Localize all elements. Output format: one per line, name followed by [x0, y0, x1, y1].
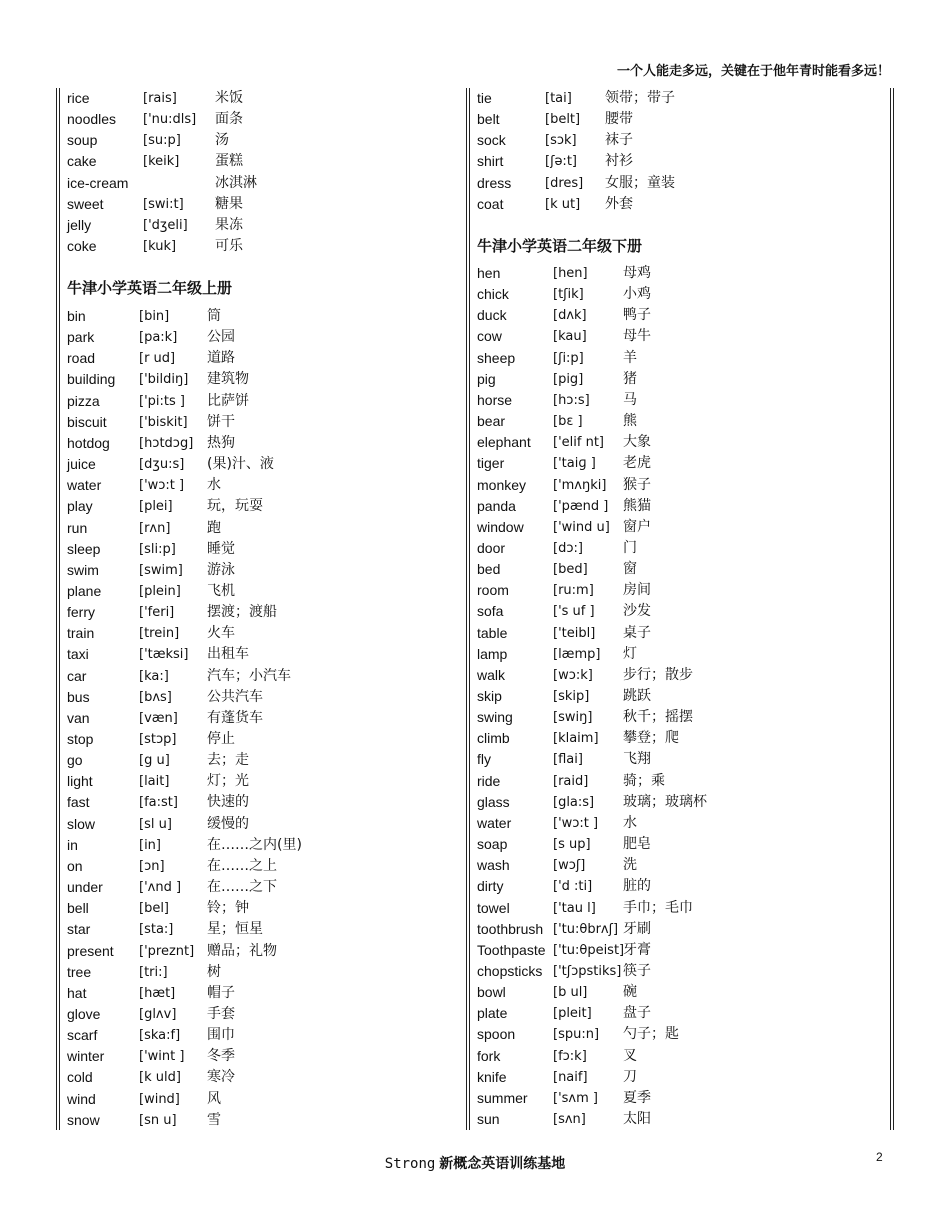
vocab-phonetic: [sn u]: [139, 1113, 177, 1128]
vocab-english: summer: [477, 1090, 528, 1106]
vocab-english: hat: [67, 985, 87, 1001]
vocab-phonetic: [flai]: [553, 752, 583, 767]
vocab-chinese: 手巾；毛巾: [623, 900, 693, 916]
vocab-phonetic: [stɔp]: [139, 732, 177, 747]
vocab-english: climb: [477, 730, 510, 746]
vocab-phonetic: [skip]: [553, 689, 590, 704]
vocab-phonetic: ['bildiŋ]: [139, 372, 189, 387]
vocab-english: light: [67, 773, 93, 789]
vocab-phonetic: [lait]: [139, 774, 170, 789]
vocab-chinese: 在……之内(里): [207, 837, 302, 853]
vocab-phonetic: ['tau l]: [553, 901, 596, 916]
vocab-english: cow: [477, 328, 502, 344]
vocab-chinese: 桌子: [623, 625, 651, 641]
vocab-english: under: [67, 879, 103, 895]
vocab-chinese: 快速的: [207, 794, 249, 810]
vocab-phonetic: [læmp]: [553, 647, 601, 662]
vocab-english: knife: [477, 1069, 507, 1085]
vocab-phonetic: [ɔn]: [139, 859, 165, 874]
vocab-phonetic: [fa:st]: [139, 795, 178, 810]
vocab-phonetic: [plein]: [139, 584, 181, 599]
vocab-phonetic: [klaim]: [553, 731, 599, 746]
vocab-english: run: [67, 520, 88, 536]
vocab-phonetic: [rais]: [143, 91, 177, 106]
vocab-english: horse: [477, 392, 513, 408]
header-motto: 一个人能走多远，关键在于他年青时能看多远！: [616, 63, 890, 78]
vocab-phonetic: ['wɔ:t ]: [553, 816, 599, 831]
vocab-chinese: 可乐: [215, 238, 243, 254]
vocab-phonetic: [spu:n]: [553, 1027, 600, 1042]
vocab-phonetic: ['ʌnd ]: [139, 880, 182, 895]
vocab-english: table: [477, 625, 508, 641]
vocab-chinese: 手套: [207, 1006, 235, 1022]
vocab-chinese: 冰淇淋: [215, 175, 257, 191]
vocab-phonetic: [hɔtdɔg]: [139, 436, 194, 451]
vocab-chinese: 碗: [623, 984, 637, 1000]
vocab-phonetic: [swiŋ]: [553, 710, 593, 725]
vocab-english: cold: [67, 1069, 93, 1085]
vocab-chinese: 洗: [623, 857, 637, 873]
vocab-phonetic: [pa:k]: [139, 330, 178, 345]
vocab-english: sofa: [477, 603, 504, 619]
vocab-phonetic: [kuk]: [143, 239, 177, 254]
vocab-english: hen: [477, 265, 501, 281]
vocab-chinese: 小鸡: [623, 286, 651, 302]
vocab-phonetic: ['wint ]: [139, 1049, 185, 1064]
vocab-phonetic: [hɔ:s]: [553, 393, 590, 408]
vocab-english: Toothpaste: [477, 942, 546, 958]
vocab-english: shirt: [477, 153, 504, 169]
vocab-english: water: [477, 815, 512, 831]
vocab-english: scarf: [67, 1027, 98, 1043]
vocab-chinese: 猪: [623, 371, 637, 387]
vocab-chinese: 母牛: [623, 328, 651, 344]
vocab-phonetic: [wind]: [139, 1092, 180, 1107]
vocab-english: winter: [67, 1048, 105, 1064]
vocab-english: wash: [477, 857, 510, 873]
vocab-chinese: 盘子: [623, 1005, 651, 1021]
vocab-phonetic: ['dʒeli]: [143, 218, 188, 233]
vocab-english: jelly: [67, 217, 92, 233]
vocab-chinese: 秋千；摇摆: [623, 709, 693, 725]
vocab-chinese: 在……之上: [207, 858, 277, 874]
vocab-chinese: 勺子；匙: [623, 1026, 679, 1042]
vocab-phonetic: [g u]: [139, 753, 170, 768]
vocab-chinese: 门: [623, 540, 637, 556]
vocab-phonetic: [sʌn]: [553, 1112, 586, 1127]
vocab-english: juice: [67, 456, 96, 472]
vocab-chinese: 有蓬货车: [207, 710, 263, 726]
vocab-phonetic: [swi:t]: [143, 197, 184, 212]
vocab-chinese: 面条: [215, 111, 243, 127]
vocab-english: road: [67, 350, 96, 366]
vocab-chinese: 骑；乘: [623, 773, 665, 789]
vocab-chinese: 比萨饼: [207, 393, 249, 409]
vocab-english: present: [67, 943, 114, 959]
vocab-phonetic: [dres]: [545, 176, 584, 191]
vocab-phonetic: [s up]: [553, 837, 591, 852]
vocab-chinese: 饼干: [207, 414, 235, 430]
vocab-english: dirty: [477, 878, 504, 894]
vocab-chinese: 风: [207, 1091, 221, 1107]
vocab-english: water: [67, 477, 102, 493]
vocab-chinese: 窗户: [623, 519, 651, 535]
vocab-chinese: 树: [207, 964, 221, 980]
vocab-chinese: 肥皂: [623, 836, 651, 852]
vocab-chinese: 熊猫: [623, 498, 651, 514]
vocab-english: soup: [67, 132, 98, 148]
vocab-chinese: 公园: [207, 329, 235, 345]
vocab-phonetic: [r ud]: [139, 351, 176, 366]
vocab-chinese: 袜子: [605, 132, 633, 148]
vocab-phonetic: ['mʌŋki]: [553, 478, 607, 493]
vocab-phonetic: [swim]: [139, 563, 183, 578]
vocab-phonetic: [ru:m]: [553, 583, 594, 598]
vocab-phonetic: ['preznt]: [139, 944, 195, 959]
vocab-english: ferry: [67, 604, 95, 620]
vocab-english: tie: [477, 90, 492, 106]
vocab-english: soap: [477, 836, 508, 852]
vocab-english: ice-cream: [67, 175, 129, 191]
vocab-chinese: 飞翔: [623, 751, 651, 767]
vocab-phonetic: [ʃə:t]: [545, 154, 577, 169]
vocab-chinese: 铃；钟: [207, 900, 249, 916]
vocab-english: coke: [67, 238, 97, 254]
vocab-chinese: 道路: [207, 350, 235, 366]
vocab-english: bus: [67, 689, 90, 705]
vocab-chinese: 公共汽车: [207, 689, 263, 705]
vocab-phonetic: [glʌv]: [139, 1007, 177, 1022]
vocab-phonetic: [hen]: [553, 266, 588, 281]
vocab-phonetic: ['feri]: [139, 605, 175, 620]
vocab-phonetic: [ka:]: [139, 669, 169, 684]
vocab-phonetic: [bin]: [139, 309, 170, 324]
vocab-english: ride: [477, 773, 501, 789]
vocab-english: bear: [477, 413, 506, 429]
vocab-chinese: 水: [623, 815, 637, 831]
vocab-phonetic: [k ut]: [545, 197, 581, 212]
vocab-chinese: 脏的: [623, 878, 651, 894]
vocab-phonetic: [ska:f]: [139, 1028, 181, 1043]
vocab-phonetic: ['teibl]: [553, 626, 596, 641]
vocab-phonetic: ['d :ti]: [553, 879, 593, 894]
vocab-phonetic: [tʃik]: [553, 287, 584, 302]
vocab-chinese: 玩，玩耍: [207, 498, 263, 514]
vocab-chinese: 星；恒星: [207, 921, 263, 937]
vocab-chinese: 外套: [605, 196, 633, 212]
vocab-english: car: [67, 668, 87, 684]
footer-brand-cn: 新概念英语训练基地: [439, 1156, 566, 1172]
vocab-phonetic: ['biskit]: [139, 415, 188, 430]
vocab-english: walk: [477, 667, 506, 683]
vocab-chinese: 大象: [623, 434, 651, 450]
vocab-english: fork: [477, 1048, 501, 1064]
vocab-english: chopsticks: [477, 963, 543, 979]
vocab-english: star: [67, 921, 91, 937]
vocab-chinese: 叉: [623, 1048, 637, 1064]
vocab-chinese: 围巾: [207, 1027, 235, 1043]
page-number: 2: [876, 1150, 883, 1164]
vocab-chinese: 汽车；小汽车: [207, 668, 291, 684]
vocab-chinese: 老虎: [623, 455, 651, 471]
vocab-phonetic: [keik]: [143, 154, 180, 169]
vocab-phonetic: [dʒu:s]: [139, 457, 185, 472]
vocab-chinese: 去；走: [207, 752, 249, 768]
vocab-english: pizza: [67, 393, 100, 409]
vocab-chinese: 跑: [207, 520, 221, 536]
vocab-english: sock: [477, 132, 506, 148]
vocab-phonetic: [bed]: [553, 562, 588, 577]
vocab-english: dress: [477, 175, 512, 191]
vocab-chinese: 夏季: [623, 1090, 651, 1106]
vocab-chinese: 停止: [207, 731, 235, 747]
section-title: 牛津小学英语二年级上册: [67, 279, 233, 297]
vocab-english: towel: [477, 900, 510, 916]
vocab-english: bed: [477, 561, 501, 577]
vocab-chinese: 米饭: [215, 90, 243, 106]
vocab-phonetic: [plei]: [139, 499, 173, 514]
vocab-english: spoon: [477, 1026, 516, 1042]
vocab-chinese: 汤: [215, 132, 229, 148]
vocab-phonetic: [naif]: [553, 1070, 588, 1085]
vocab-chinese: 睡觉: [207, 541, 235, 557]
vocab-english: elephant: [477, 434, 531, 450]
vocab-phonetic: [dɔ:]: [553, 541, 583, 556]
vocab-english: rice: [67, 90, 90, 106]
vocab-english: pig: [477, 371, 496, 387]
vocab-phonetic: [sl u]: [139, 817, 172, 832]
vocab-english: monkey: [477, 477, 527, 493]
vocab-chinese: 太阳: [623, 1111, 651, 1127]
vocab-phonetic: [in]: [139, 838, 161, 853]
vocab-english: sweet: [67, 196, 104, 212]
vocab-phonetic: [hæt]: [139, 986, 176, 1001]
vocab-phonetic: [kau]: [553, 329, 587, 344]
vocab-chinese: 跳跃: [623, 688, 651, 704]
vocab-phonetic: [rʌn]: [139, 521, 171, 536]
vocab-phonetic: ['tu:θbrʌʃ]: [553, 922, 619, 937]
footer-brand-latin: Strong: [384, 1156, 436, 1172]
vocab-phonetic: ['tæksi]: [139, 647, 189, 662]
vocab-english: in: [67, 837, 78, 853]
vocab-english: stop: [67, 731, 94, 747]
vocab-chinese: 刀: [623, 1069, 637, 1085]
vocab-english: panda: [477, 498, 516, 514]
vocab-english: coat: [477, 196, 504, 212]
vocab-english: skip: [477, 688, 502, 704]
vocab-english: door: [477, 540, 506, 556]
vocab-english: play: [67, 498, 93, 514]
vocab-chinese: 筷子: [623, 963, 651, 979]
vocab-english: toothbrush: [477, 921, 544, 937]
vocab-phonetic: [bʌs]: [139, 690, 172, 705]
vocab-english: hotdog: [67, 435, 110, 451]
vocab-english: lamp: [477, 646, 508, 662]
vocab-chinese: 羊: [623, 350, 637, 366]
vocab-chinese: 冬季: [207, 1048, 235, 1064]
vocab-english: tree: [67, 964, 92, 980]
vocab-chinese: 房间: [623, 582, 651, 598]
vocab-phonetic: [fɔ:k]: [553, 1049, 587, 1064]
vocab-chinese: 领带；带子: [605, 90, 675, 106]
vocab-chinese: 建筑物: [207, 371, 249, 387]
vocab-english: swing: [477, 709, 513, 725]
vocab-chinese: 猴子: [623, 477, 651, 493]
vocab-phonetic: [wɔ:k]: [553, 668, 593, 683]
vocab-phonetic: ['wɔ:t ]: [139, 478, 185, 493]
vocab-english: park: [67, 329, 95, 345]
vocab-english: train: [67, 625, 95, 641]
vocab-english: bin: [67, 308, 86, 324]
vocab-english: building: [67, 371, 116, 387]
vocab-phonetic: [raid]: [553, 774, 589, 789]
vocab-chinese: 玻璃；玻璃杯: [623, 794, 707, 810]
vocab-phonetic: [ʃi:p]: [553, 351, 584, 366]
vocab-english: noodles: [67, 111, 117, 127]
vocab-chinese: 摆渡；渡船: [207, 604, 277, 620]
vocab-english: taxi: [67, 646, 89, 662]
vocab-english: cake: [67, 153, 97, 169]
vocab-phonetic: ['tu:θpeist]: [553, 943, 625, 958]
vocab-english: belt: [477, 111, 500, 127]
vocab-chinese: 寒冷: [207, 1069, 235, 1085]
vocab-chinese: 果冻: [215, 217, 243, 233]
vocab-chinese: 攀登；爬: [623, 730, 679, 746]
vocab-chinese: 在……之下: [207, 879, 277, 895]
vocab-phonetic: [sta:]: [139, 922, 174, 937]
vocab-english: glass: [477, 794, 510, 810]
vocab-chinese: 筒: [207, 308, 221, 324]
vocab-english: fast: [67, 794, 90, 810]
vocab-english: chick: [477, 286, 509, 302]
vocab-english: window: [477, 519, 524, 535]
vocab-chinese: 步行；散步: [623, 667, 693, 683]
left-column: [56, 88, 468, 1130]
right-column: [466, 88, 894, 1130]
vocab-phonetic: [sli:p]: [139, 542, 176, 557]
vocab-chinese: 蛋糕: [215, 153, 243, 169]
vocab-chinese: 鸭子: [623, 307, 651, 323]
column-divider: [890, 88, 894, 1130]
vocab-english: snow: [67, 1112, 100, 1128]
vocab-chinese: 熊: [623, 413, 637, 429]
vocab-chinese: 飞机: [207, 583, 235, 599]
vocab-phonetic: [tai]: [545, 91, 572, 106]
vocab-phonetic: [bel]: [139, 901, 170, 916]
vocab-phonetic: [pleit]: [553, 1006, 592, 1021]
vocab-english: go: [67, 752, 83, 768]
vocab-phonetic: ['nu:dls]: [143, 112, 197, 127]
vocab-phonetic: ['wind u]: [553, 520, 610, 535]
vocab-chinese: 衬衫: [605, 153, 633, 169]
vocab-english: fly: [477, 751, 491, 767]
vocab-chinese: 出租车: [207, 646, 249, 662]
vocab-phonetic: [k uld]: [139, 1070, 181, 1085]
vocab-chinese: 糖果: [215, 196, 243, 212]
vocab-english: swim: [67, 562, 99, 578]
vocab-english: sleep: [67, 541, 101, 557]
vocab-chinese: 灯: [623, 646, 637, 662]
vocab-phonetic: [sɔk]: [545, 133, 577, 148]
vocab-chinese: 灯；光: [207, 773, 249, 789]
vocab-phonetic: [wɔʃ]: [553, 858, 586, 873]
vocab-chinese: 热狗: [207, 435, 235, 451]
vocab-english: tiger: [477, 455, 505, 471]
vocab-chinese: 马: [623, 392, 637, 408]
vocab-english: plane: [67, 583, 102, 599]
vocab-chinese: 火车: [207, 625, 235, 641]
vocab-english: plate: [477, 1005, 508, 1021]
vocab-chinese: 游泳: [207, 562, 235, 578]
vocab-english: bell: [67, 900, 89, 916]
vocab-phonetic: ['pænd ]: [553, 499, 609, 514]
vocab-phonetic: [tri:]: [139, 965, 168, 980]
vocab-english: wind: [67, 1091, 96, 1107]
vocab-chinese: 牙刷: [623, 921, 651, 937]
vocab-phonetic: ['sʌm ]: [553, 1091, 598, 1106]
vocab-english: glove: [67, 1006, 101, 1022]
footer: [0, 1153, 950, 1173]
vocab-english: room: [477, 582, 509, 598]
vocab-english: bowl: [477, 984, 506, 1000]
vocab-phonetic: [pig]: [553, 372, 584, 387]
vocab-chinese: 雪: [207, 1112, 221, 1128]
vocab-chinese: 帽子: [207, 985, 235, 1001]
vocab-chinese: 水: [207, 477, 221, 493]
vocab-chinese: 窗: [623, 561, 637, 577]
vocab-phonetic: ['s uf ]: [553, 604, 595, 619]
vocab-phonetic: [gla:s]: [553, 795, 595, 810]
vocab-phonetic: [trein]: [139, 626, 180, 641]
vocab-chinese: 沙发: [623, 603, 651, 619]
vocab-english: on: [67, 858, 83, 874]
vocab-chinese: 缓慢的: [207, 816, 249, 832]
vocab-english: duck: [477, 307, 507, 323]
vocab-english: van: [67, 710, 90, 726]
vocab-chinese: (果)汁、液: [207, 456, 274, 472]
section-title: 牛津小学英语二年级下册: [477, 237, 643, 255]
vocab-chinese: 女服；童装: [605, 175, 675, 191]
vocab-english: sun: [477, 1111, 500, 1127]
vocab-phonetic: [dʌk]: [553, 308, 587, 323]
vocab-phonetic: [b ul]: [553, 985, 588, 1000]
vocab-phonetic: [væn]: [139, 711, 178, 726]
vocab-phonetic: [belt]: [545, 112, 581, 127]
vocab-chinese: 母鸡: [623, 265, 651, 281]
vocab-phonetic: ['tʃɔpstiks]: [553, 964, 622, 979]
vocab-phonetic: ['elif nt]: [553, 435, 604, 450]
vocab-phonetic: ['taiɡ ]: [553, 456, 596, 471]
vocab-english: slow: [67, 816, 96, 832]
vocab-phonetic: [su:p]: [143, 133, 181, 148]
vocab-phonetic: [bɛ ]: [553, 414, 583, 429]
vocab-chinese: 腰带: [605, 111, 633, 127]
vocab-english: sheep: [477, 350, 516, 366]
vocab-english: biscuit: [67, 414, 107, 430]
vocab-phonetic: ['pi:ts ]: [139, 394, 185, 409]
vocab-chinese: 赠品；礼物: [207, 943, 277, 959]
vocab-chinese: 牙膏: [623, 942, 651, 958]
